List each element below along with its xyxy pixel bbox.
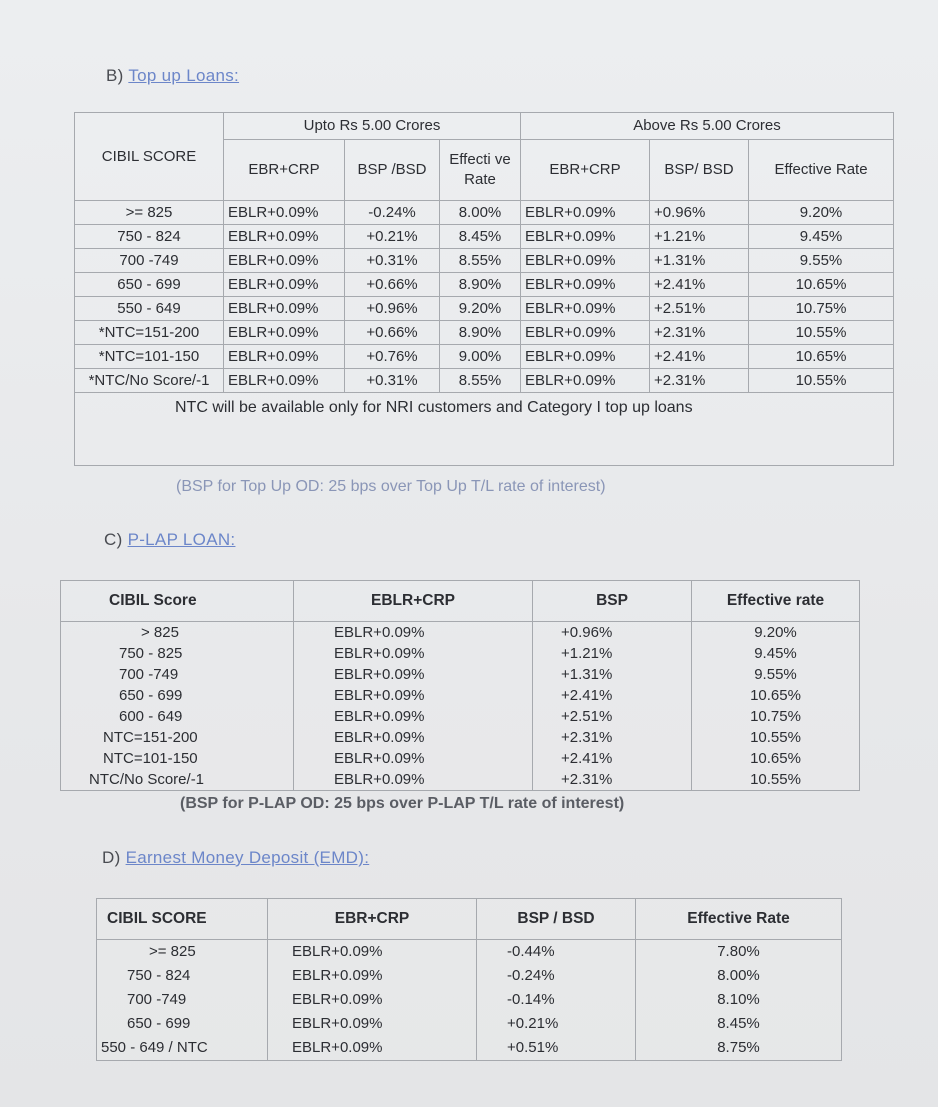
bsp-cell: +2.31% [650, 369, 749, 393]
effective-rate-cell: 8.45% [636, 1012, 842, 1036]
table-row [75, 273, 894, 297]
ebr-crp-cell: EBLR+0.09% [521, 321, 650, 345]
bsp-cell: +0.66% [345, 321, 440, 345]
effective-rate-cell: 10.55% [692, 727, 860, 748]
table-row [75, 225, 894, 249]
col-bsp-bsd-upto: BSP /BSD [345, 140, 440, 201]
effective-rate-cell: 9.45% [749, 225, 894, 249]
col-effective-rate: Effective rate [692, 581, 860, 622]
bsp-cell: +2.41% [533, 748, 692, 769]
ntc-note: NTC will be available only for NRI customers and Category I top up loans [175, 399, 693, 416]
col-cibil-score: CIBIL Score [61, 581, 294, 622]
bsp-cell: +0.31% [345, 249, 440, 273]
ebr-crp-cell: EBLR+0.09% [268, 1036, 477, 1061]
effective-rate-cell: 10.65% [749, 345, 894, 369]
section-b-heading [106, 66, 239, 86]
table-row [61, 643, 860, 664]
cibil-score-cell: 750 - 824 [97, 964, 268, 988]
cibil-score-cell: NTC=101-150 [61, 748, 294, 769]
cibil-score-cell: *NTC=151-200 [75, 321, 224, 345]
cibil-score-cell: 700 -749 [75, 249, 224, 273]
col-bsp: BSP [533, 581, 692, 622]
eblr-crp-cell: EBLR+0.09% [294, 643, 533, 664]
ebr-crp-cell: EBLR+0.09% [521, 345, 650, 369]
effective-rate-cell: 8.45% [440, 225, 521, 249]
effective-rate-cell: 9.20% [749, 201, 894, 225]
effective-rate-cell: 10.55% [692, 769, 860, 791]
section-c-heading [104, 530, 235, 550]
bsp-cell: +0.96% [650, 201, 749, 225]
effective-rate-cell: 8.90% [440, 273, 521, 297]
ebr-crp-cell: EBLR+0.09% [268, 1012, 477, 1036]
ebr-crp-cell: EBLR+0.09% [521, 201, 650, 225]
eblr-crp-cell: EBLR+0.09% [294, 664, 533, 685]
ebr-crp-cell: EBLR+0.09% [224, 201, 345, 225]
table-row [61, 727, 860, 748]
section-c-prefix: C) [104, 530, 123, 549]
table-row [75, 249, 894, 273]
effective-rate-cell: 10.75% [692, 706, 860, 727]
section-b-title: Top up Loans: [128, 66, 240, 85]
cibil-score-cell: > 825 [61, 622, 294, 644]
ebr-crp-cell: EBLR+0.09% [224, 321, 345, 345]
ebr-crp-cell: EBLR+0.09% [268, 940, 477, 965]
group-above-5-crores: Above Rs 5.00 Crores [521, 113, 894, 140]
ebr-crp-cell: EBLR+0.09% [268, 964, 477, 988]
col-bsp-bsd: BSP / BSD [477, 899, 636, 940]
ebr-crp-cell: EBLR+0.09% [521, 225, 650, 249]
effective-rate-cell: 9.55% [692, 664, 860, 685]
p-lap-bsp-note: (BSP for P-LAP OD: 25 bps over P-LAP T/L rate of interest) [180, 795, 625, 812]
table-row [97, 1036, 842, 1061]
table-row [61, 664, 860, 685]
table-row [75, 201, 894, 225]
bsp-cell: +0.96% [533, 622, 692, 644]
table-row [75, 345, 894, 369]
table-row [75, 369, 894, 393]
bsp-cell: +0.96% [345, 297, 440, 321]
effective-rate-cell: 10.65% [749, 273, 894, 297]
section-d-heading [102, 848, 369, 868]
col-effective-rate-upto: Effecti ve Rate [440, 140, 521, 201]
effective-rate-cell: 9.20% [440, 297, 521, 321]
col-effective-rate: Effective Rate [636, 899, 842, 940]
section-c-title: P-LAP LOAN: [127, 530, 236, 549]
bsp-cell: +2.41% [650, 345, 749, 369]
cibil-score-cell: NTC/No Score/-1 [61, 769, 294, 791]
effective-rate-cell: 10.55% [749, 369, 894, 393]
cibil-score-cell: 650 - 699 [75, 273, 224, 297]
eblr-crp-cell: EBLR+0.09% [294, 748, 533, 769]
p-lap-loan-table [60, 580, 860, 791]
ebr-crp-cell: EBLR+0.09% [521, 369, 650, 393]
effective-rate-cell: 8.55% [440, 249, 521, 273]
ebr-crp-cell: EBLR+0.09% [224, 249, 345, 273]
bsp-cell: +1.31% [533, 664, 692, 685]
eblr-crp-cell: EBLR+0.09% [294, 769, 533, 791]
bsp-cell: +1.21% [533, 643, 692, 664]
col-eblr-crp: EBLR+CRP [294, 581, 533, 622]
cibil-score-cell: 550 - 649 / NTC [97, 1036, 268, 1061]
bsp-cell: +2.31% [533, 769, 692, 791]
bsp-cell: +2.51% [533, 706, 692, 727]
effective-rate-cell: 10.65% [692, 748, 860, 769]
bsp-cell: +2.41% [650, 273, 749, 297]
bsp-cell: +1.31% [650, 249, 749, 273]
effective-rate-cell: 10.55% [749, 321, 894, 345]
bsp-bsd-cell: +0.51% [477, 1036, 636, 1061]
ebr-crp-cell: EBLR+0.09% [224, 273, 345, 297]
table-row [75, 321, 894, 345]
bsp-cell: +2.31% [650, 321, 749, 345]
bsp-cell: +0.76% [345, 345, 440, 369]
effective-rate-cell: 8.10% [636, 988, 842, 1012]
ebr-crp-cell: EBLR+0.09% [224, 225, 345, 249]
group-upto-5-crores: Upto Rs 5.00 Crores [224, 113, 521, 140]
ebr-crp-cell: EBLR+0.09% [224, 369, 345, 393]
top-up-bsp-note: (BSP for Top Up OD: 25 bps over Top Up T/L rate of interest) [176, 478, 606, 495]
cibil-score-cell: NTC=151-200 [61, 727, 294, 748]
ebr-crp-cell: EBLR+0.09% [521, 249, 650, 273]
cibil-score-cell: >= 825 [97, 940, 268, 965]
eblr-crp-cell: EBLR+0.09% [294, 727, 533, 748]
table-row [97, 940, 842, 965]
bsp-bsd-cell: -0.44% [477, 940, 636, 965]
table-row [97, 988, 842, 1012]
cibil-score-cell: *NTC/No Score/-1 [75, 369, 224, 393]
col-effective-rate-above: Effective Rate [749, 140, 894, 201]
table-note-row [75, 393, 894, 466]
effective-rate-cell: 8.90% [440, 321, 521, 345]
bsp-cell: +1.21% [650, 225, 749, 249]
effective-rate-cell: 9.20% [692, 622, 860, 644]
eblr-crp-cell: EBLR+0.09% [294, 685, 533, 706]
col-ebr-crp-upto: EBR+CRP [224, 140, 345, 201]
cibil-score-cell: 750 - 824 [75, 225, 224, 249]
effective-rate-cell: 7.80% [636, 940, 842, 965]
bsp-cell: +2.41% [533, 685, 692, 706]
col-cibil-score: CIBIL SCORE [97, 899, 268, 940]
table-row [61, 685, 860, 706]
effective-rate-cell: 8.00% [636, 964, 842, 988]
cibil-score-cell: >= 825 [75, 201, 224, 225]
effective-rate-cell: 8.00% [440, 201, 521, 225]
top-up-loans-table [74, 112, 894, 466]
effective-rate-cell: 9.55% [749, 249, 894, 273]
bsp-cell: +0.66% [345, 273, 440, 297]
ebr-crp-cell: EBLR+0.09% [224, 345, 345, 369]
bsp-cell: +0.21% [345, 225, 440, 249]
ebr-crp-cell: EBLR+0.09% [521, 297, 650, 321]
emd-table [96, 898, 842, 1061]
effective-rate-cell: 9.45% [692, 643, 860, 664]
col-ebr-crp: EBR+CRP [268, 899, 477, 940]
effective-rate-cell: 8.75% [636, 1036, 842, 1061]
section-b-prefix: B) [106, 66, 124, 85]
ebr-crp-cell: EBLR+0.09% [224, 297, 345, 321]
effective-rate-cell: 10.75% [749, 297, 894, 321]
table-row [61, 748, 860, 769]
col-bsp-bsd-above: BSP/ BSD [650, 140, 749, 201]
cibil-score-cell: 700 -749 [61, 664, 294, 685]
table-row [97, 964, 842, 988]
cibil-score-cell: 650 - 699 [61, 685, 294, 706]
bsp-cell: +0.31% [345, 369, 440, 393]
col-ebr-crp-above: EBR+CRP [521, 140, 650, 201]
cibil-score-cell: 550 - 649 [75, 297, 224, 321]
bsp-bsd-cell: +0.21% [477, 1012, 636, 1036]
section-d-title: Earnest Money Deposit (EMD): [125, 848, 370, 867]
cibil-score-cell: *NTC=101-150 [75, 345, 224, 369]
cibil-score-cell: 600 - 649 [61, 706, 294, 727]
bsp-cell: -0.24% [345, 201, 440, 225]
table-row [97, 1012, 842, 1036]
bsp-bsd-cell: -0.24% [477, 964, 636, 988]
eblr-crp-cell: EBLR+0.09% [294, 706, 533, 727]
ebr-crp-cell: EBLR+0.09% [521, 273, 650, 297]
cibil-score-cell: 700 -749 [97, 988, 268, 1012]
table-row [61, 706, 860, 727]
table-row [61, 769, 860, 791]
table-row [75, 297, 894, 321]
effective-rate-cell: 8.55% [440, 369, 521, 393]
section-d-prefix: D) [102, 848, 121, 867]
ebr-crp-cell: EBLR+0.09% [268, 988, 477, 1012]
effective-rate-cell: 10.65% [692, 685, 860, 706]
table-row [61, 622, 860, 644]
bsp-cell: +2.31% [533, 727, 692, 748]
eblr-crp-cell: EBLR+0.09% [294, 622, 533, 644]
cibil-score-cell: 650 - 699 [97, 1012, 268, 1036]
bsp-cell: +2.51% [650, 297, 749, 321]
effective-rate-cell: 9.00% [440, 345, 521, 369]
col-cibil-score: CIBIL SCORE [75, 113, 224, 201]
ntc-note-cell [75, 393, 894, 466]
cibil-score-cell: 750 - 825 [61, 643, 294, 664]
bsp-bsd-cell: -0.14% [477, 988, 636, 1012]
